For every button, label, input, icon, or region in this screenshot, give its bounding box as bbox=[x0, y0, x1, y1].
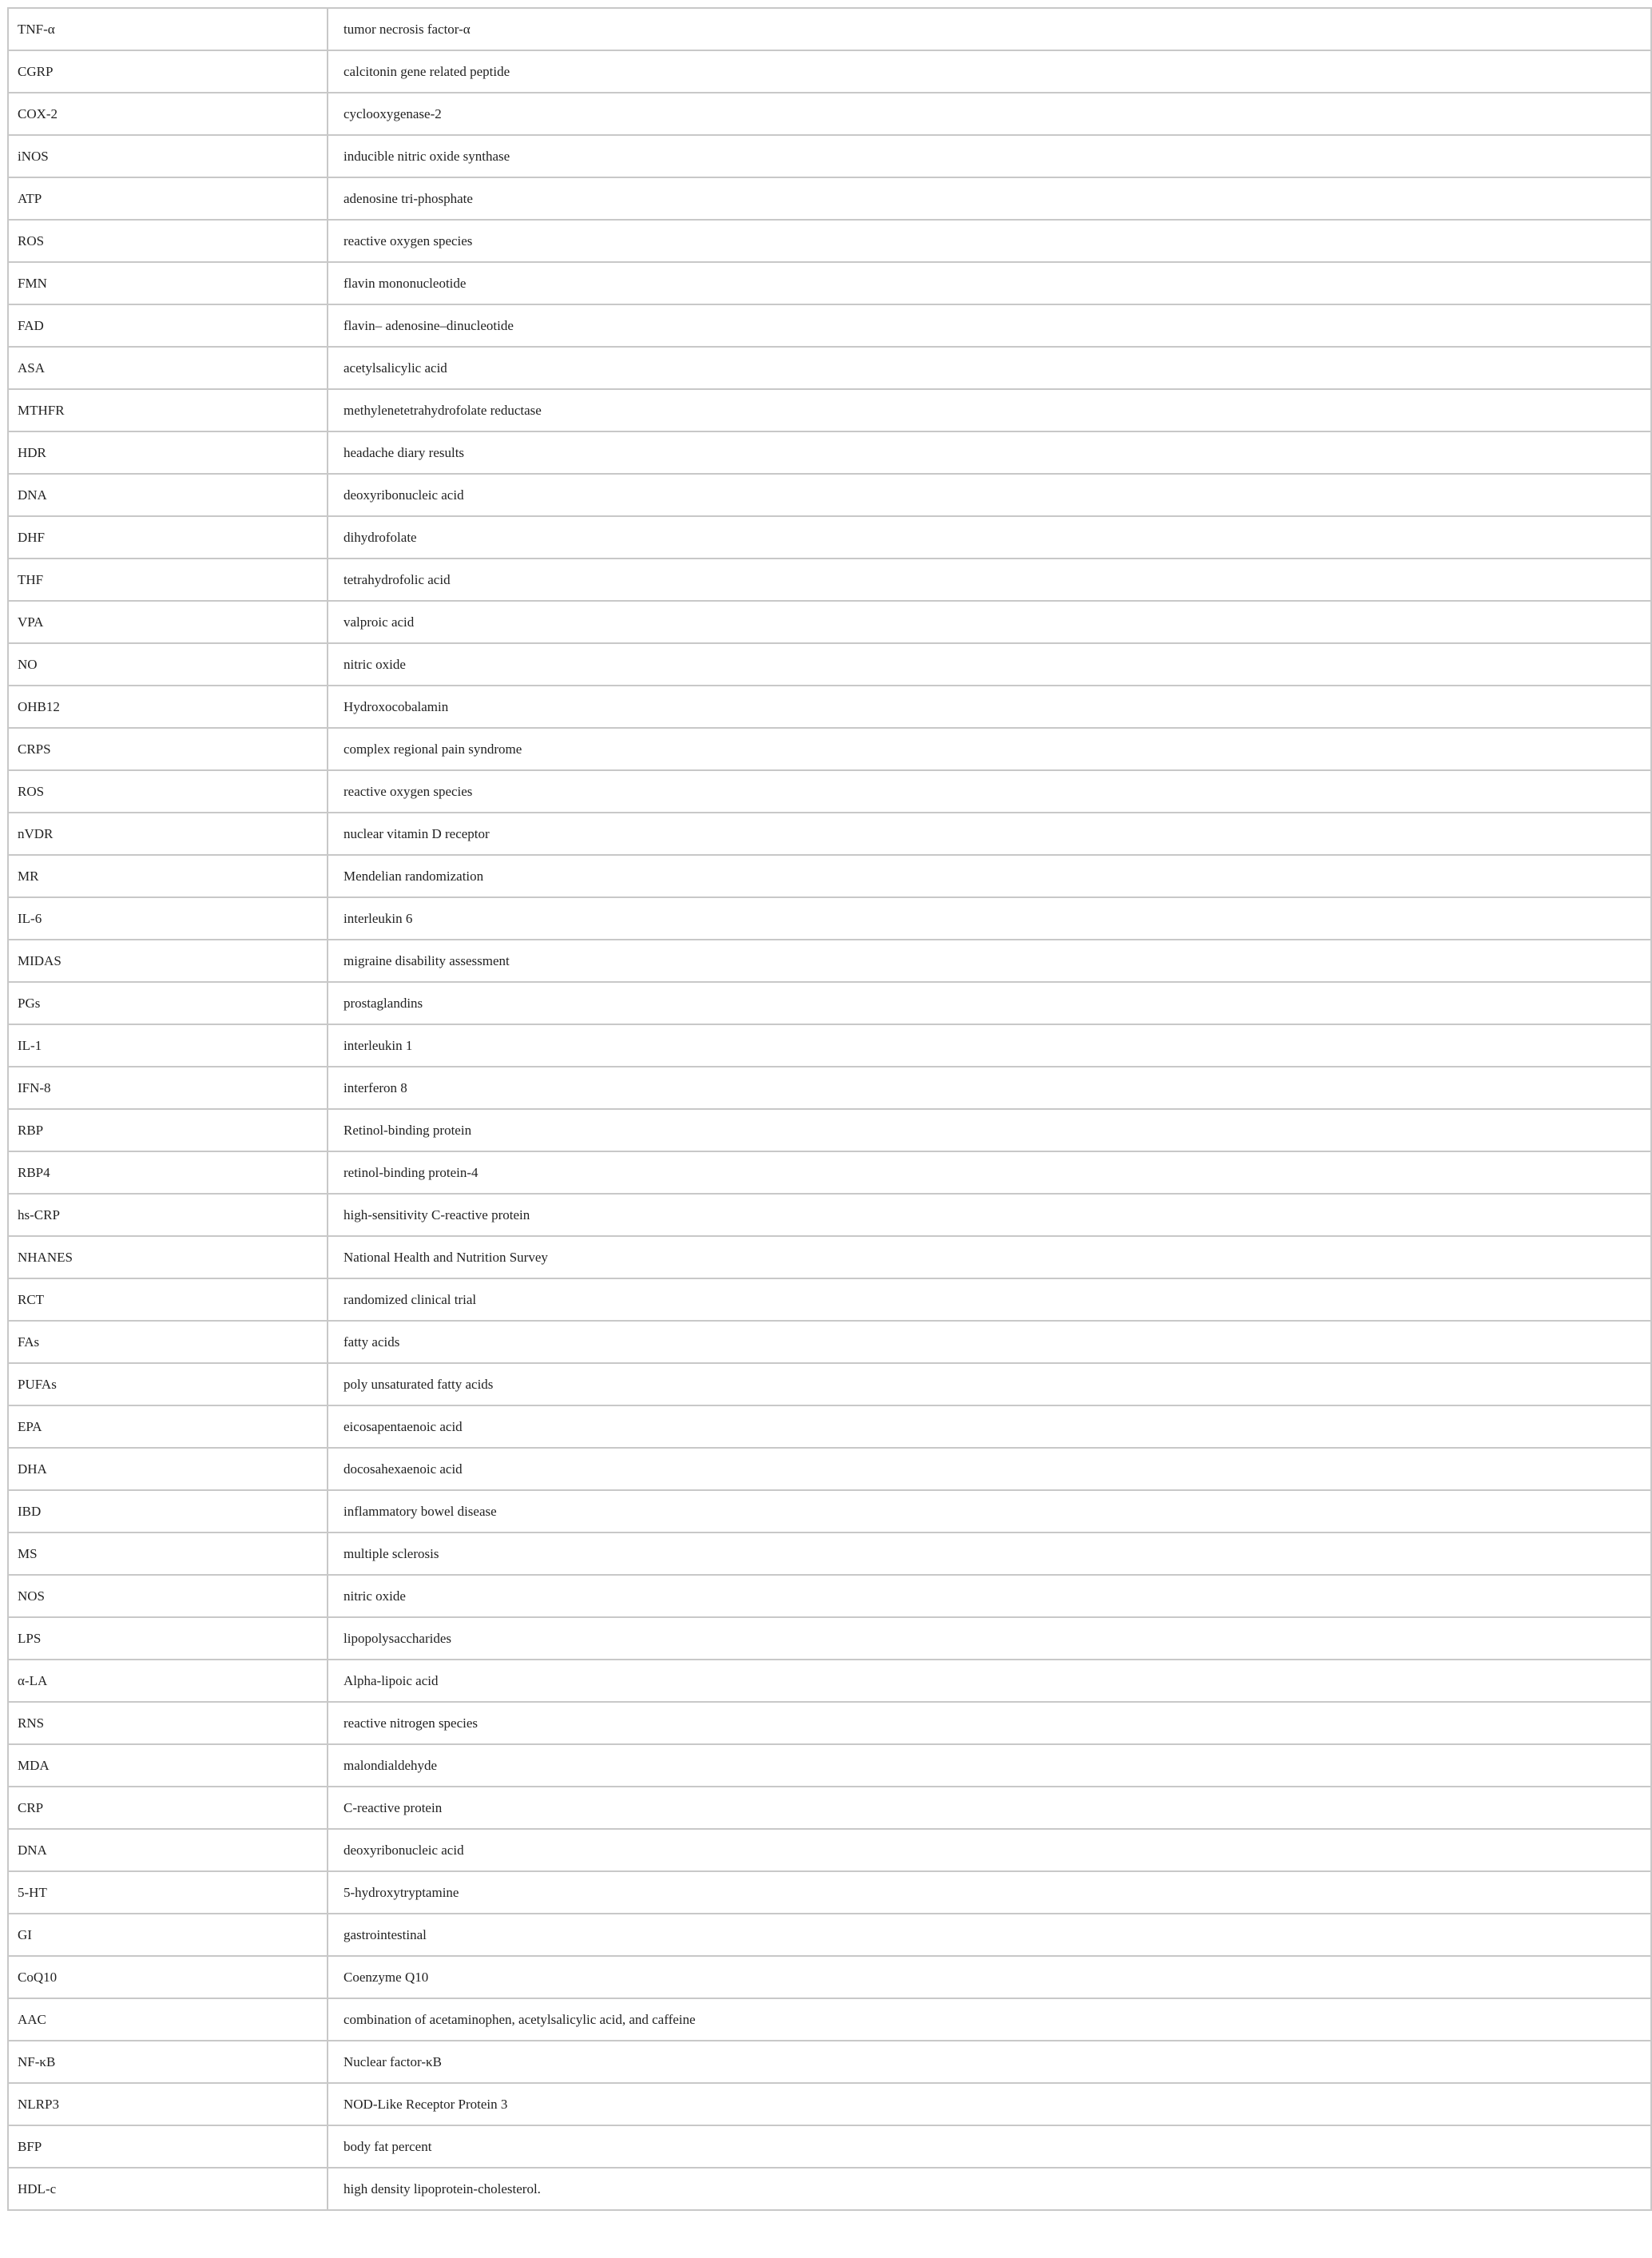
table-row bbox=[8, 601, 1651, 643]
abbreviation-cell: LPS bbox=[8, 1617, 328, 1660]
table-row bbox=[8, 1278, 1651, 1321]
abbreviation-cell: IBD bbox=[8, 1490, 328, 1532]
definition-cell: migraine disability assessment bbox=[328, 940, 1651, 982]
table-row bbox=[8, 93, 1651, 135]
definition-cell: methylenetetrahydrofolate reductase bbox=[328, 389, 1651, 431]
definition-cell: National Health and Nutrition Survey bbox=[328, 1236, 1651, 1278]
table-row bbox=[8, 1448, 1651, 1490]
table-row bbox=[8, 2041, 1651, 2083]
definition-cell: interleukin 6 bbox=[328, 897, 1651, 940]
abbreviation-cell: MR bbox=[8, 855, 328, 897]
abbreviation-cell: DHA bbox=[8, 1448, 328, 1490]
definition-cell: valproic acid bbox=[328, 601, 1651, 643]
abbreviation-cell: NF-κB bbox=[8, 2041, 328, 2083]
table-row bbox=[8, 1236, 1651, 1278]
table-row bbox=[8, 1151, 1651, 1194]
abbreviations-table bbox=[7, 7, 1652, 2211]
definition-cell: gastrointestinal bbox=[328, 1914, 1651, 1956]
table-row bbox=[8, 559, 1651, 601]
abbreviation-cell: α-LA bbox=[8, 1660, 328, 1702]
abbreviation-cell: DHF bbox=[8, 516, 328, 559]
table-row bbox=[8, 1405, 1651, 1448]
table-row bbox=[8, 177, 1651, 220]
definition-cell: nitric oxide bbox=[328, 1575, 1651, 1617]
table-row bbox=[8, 1829, 1651, 1871]
definition-cell: C-reactive protein bbox=[328, 1787, 1651, 1829]
table-row bbox=[8, 1067, 1651, 1109]
abbreviations-table-body bbox=[8, 8, 1651, 2210]
definition-cell: complex regional pain syndrome bbox=[328, 728, 1651, 770]
table-row bbox=[8, 516, 1651, 559]
definition-cell: reactive oxygen species bbox=[328, 770, 1651, 813]
table-row bbox=[8, 897, 1651, 940]
table-row bbox=[8, 940, 1651, 982]
abbreviation-cell: VPA bbox=[8, 601, 328, 643]
abbreviation-cell: RBP bbox=[8, 1109, 328, 1151]
table-row bbox=[8, 8, 1651, 50]
definition-cell: Nuclear factor-κB bbox=[328, 2041, 1651, 2083]
abbreviation-cell: TNF-α bbox=[8, 8, 328, 50]
definition-cell: Mendelian randomization bbox=[328, 855, 1651, 897]
definition-cell: NOD-Like Receptor Protein 3 bbox=[328, 2083, 1651, 2125]
table-row bbox=[8, 1532, 1651, 1575]
table-row bbox=[8, 431, 1651, 474]
definition-cell: Hydroxocobalamin bbox=[328, 686, 1651, 728]
definition-cell: acetylsalicylic acid bbox=[328, 347, 1651, 389]
table-row bbox=[8, 855, 1651, 897]
table-row bbox=[8, 1194, 1651, 1236]
table-row bbox=[8, 389, 1651, 431]
abbreviation-cell: ASA bbox=[8, 347, 328, 389]
definition-cell: calcitonin gene related peptide bbox=[328, 50, 1651, 93]
abbreviation-cell: OHB12 bbox=[8, 686, 328, 728]
table-row bbox=[8, 1024, 1651, 1067]
definition-cell: Alpha-lipoic acid bbox=[328, 1660, 1651, 1702]
definition-cell: Retinol-binding protein bbox=[328, 1109, 1651, 1151]
table-row bbox=[8, 1490, 1651, 1532]
definition-cell: nitric oxide bbox=[328, 643, 1651, 686]
table-row bbox=[8, 1660, 1651, 1702]
definition-cell: reactive nitrogen species bbox=[328, 1702, 1651, 1744]
definition-cell: cyclooxygenase-2 bbox=[328, 93, 1651, 135]
definition-cell: high density lipoprotein-cholesterol. bbox=[328, 2168, 1651, 2210]
abbreviation-cell: 5-HT bbox=[8, 1871, 328, 1914]
definition-cell: high-sensitivity C-reactive protein bbox=[328, 1194, 1651, 1236]
abbreviation-cell: hs-CRP bbox=[8, 1194, 328, 1236]
table-row bbox=[8, 2168, 1651, 2210]
table-row bbox=[8, 1109, 1651, 1151]
abbreviation-cell: RBP4 bbox=[8, 1151, 328, 1194]
abbreviation-cell: NOS bbox=[8, 1575, 328, 1617]
abbreviation-cell: DNA bbox=[8, 474, 328, 516]
definition-cell: lipopolysaccharides bbox=[328, 1617, 1651, 1660]
abbreviation-cell: FAD bbox=[8, 304, 328, 347]
table-row bbox=[8, 1998, 1651, 2041]
table-row bbox=[8, 1744, 1651, 1787]
definition-cell: dihydrofolate bbox=[328, 516, 1651, 559]
definition-cell: body fat percent bbox=[328, 2125, 1651, 2168]
definition-cell: deoxyribonucleic acid bbox=[328, 1829, 1651, 1871]
table-row bbox=[8, 1702, 1651, 1744]
definition-cell: randomized clinical trial bbox=[328, 1278, 1651, 1321]
abbreviation-cell: IL-6 bbox=[8, 897, 328, 940]
table-row bbox=[8, 982, 1651, 1024]
definition-cell: 5-hydroxytryptamine bbox=[328, 1871, 1651, 1914]
abbreviation-cell: ROS bbox=[8, 220, 328, 262]
abbreviation-cell: DNA bbox=[8, 1829, 328, 1871]
table-row bbox=[8, 220, 1651, 262]
table-row bbox=[8, 1956, 1651, 1998]
table-row bbox=[8, 1787, 1651, 1829]
definition-cell: prostaglandins bbox=[328, 982, 1651, 1024]
abbreviation-cell: IFN-8 bbox=[8, 1067, 328, 1109]
definition-cell: flavin– adenosine–dinucleotide bbox=[328, 304, 1651, 347]
table-row bbox=[8, 1617, 1651, 1660]
definition-cell: interleukin 1 bbox=[328, 1024, 1651, 1067]
table-row bbox=[8, 1914, 1651, 1956]
table-row bbox=[8, 262, 1651, 304]
abbreviation-cell: RNS bbox=[8, 1702, 328, 1744]
definition-cell: reactive oxygen species bbox=[328, 220, 1651, 262]
abbreviation-cell: MTHFR bbox=[8, 389, 328, 431]
abbreviation-cell: COX-2 bbox=[8, 93, 328, 135]
abbreviation-cell: iNOS bbox=[8, 135, 328, 177]
abbreviation-cell: CGRP bbox=[8, 50, 328, 93]
definition-cell: deoxyribonucleic acid bbox=[328, 474, 1651, 516]
definition-cell: poly unsaturated fatty acids bbox=[328, 1363, 1651, 1405]
table-row bbox=[8, 2125, 1651, 2168]
abbreviation-cell: FMN bbox=[8, 262, 328, 304]
abbreviation-cell: MIDAS bbox=[8, 940, 328, 982]
table-row bbox=[8, 347, 1651, 389]
definition-cell: retinol-binding protein-4 bbox=[328, 1151, 1651, 1194]
abbreviation-cell: CoQ10 bbox=[8, 1956, 328, 1998]
abbreviation-cell: ROS bbox=[8, 770, 328, 813]
abbreviation-cell: nVDR bbox=[8, 813, 328, 855]
table-row bbox=[8, 643, 1651, 686]
table-row bbox=[8, 135, 1651, 177]
abbreviation-cell: CRPS bbox=[8, 728, 328, 770]
abbreviation-cell: HDR bbox=[8, 431, 328, 474]
abbreviation-cell: EPA bbox=[8, 1405, 328, 1448]
abbreviation-cell: GI bbox=[8, 1914, 328, 1956]
definition-cell: multiple sclerosis bbox=[328, 1532, 1651, 1575]
abbreviation-cell: AAC bbox=[8, 1998, 328, 2041]
abbreviation-cell: CRP bbox=[8, 1787, 328, 1829]
definition-cell: fatty acids bbox=[328, 1321, 1651, 1363]
definition-cell: headache diary results bbox=[328, 431, 1651, 474]
abbreviation-cell: PUFAs bbox=[8, 1363, 328, 1405]
table-row bbox=[8, 1575, 1651, 1617]
table-row bbox=[8, 1871, 1651, 1914]
abbreviation-cell: MS bbox=[8, 1532, 328, 1575]
abbreviation-cell: FAs bbox=[8, 1321, 328, 1363]
definition-cell: Coenzyme Q10 bbox=[328, 1956, 1651, 1998]
table-row bbox=[8, 770, 1651, 813]
abbreviation-cell: THF bbox=[8, 559, 328, 601]
definition-cell: eicosapentaenoic acid bbox=[328, 1405, 1651, 1448]
abbreviation-cell: PGs bbox=[8, 982, 328, 1024]
definition-cell: adenosine tri-phosphate bbox=[328, 177, 1651, 220]
definition-cell: nuclear vitamin D receptor bbox=[328, 813, 1651, 855]
abbreviation-cell: MDA bbox=[8, 1744, 328, 1787]
definition-cell: flavin mononucleotide bbox=[328, 262, 1651, 304]
abbreviation-cell: BFP bbox=[8, 2125, 328, 2168]
abbreviation-cell: HDL-c bbox=[8, 2168, 328, 2210]
definition-cell: interferon 8 bbox=[328, 1067, 1651, 1109]
definition-cell: combination of acetaminophen, acetylsalicylic acid, and caffeine bbox=[328, 1998, 1651, 2041]
table-row bbox=[8, 1363, 1651, 1405]
abbreviation-cell: ATP bbox=[8, 177, 328, 220]
abbreviation-cell: NHANES bbox=[8, 1236, 328, 1278]
table-row bbox=[8, 50, 1651, 93]
abbreviation-cell: IL-1 bbox=[8, 1024, 328, 1067]
definition-cell: tumor necrosis factor-α bbox=[328, 8, 1651, 50]
definition-cell: inducible nitric oxide synthase bbox=[328, 135, 1651, 177]
abbreviation-cell: NO bbox=[8, 643, 328, 686]
definition-cell: docosahexaenoic acid bbox=[328, 1448, 1651, 1490]
abbreviation-cell: NLRP3 bbox=[8, 2083, 328, 2125]
definition-cell: tetrahydrofolic acid bbox=[328, 559, 1651, 601]
table-row bbox=[8, 474, 1651, 516]
definition-cell: inflammatory bowel disease bbox=[328, 1490, 1651, 1532]
table-row bbox=[8, 1321, 1651, 1363]
table-row bbox=[8, 686, 1651, 728]
table-row bbox=[8, 728, 1651, 770]
table-row bbox=[8, 2083, 1651, 2125]
abbreviation-cell: RCT bbox=[8, 1278, 328, 1321]
table-row bbox=[8, 813, 1651, 855]
definition-cell: malondialdehyde bbox=[328, 1744, 1651, 1787]
table-row bbox=[8, 304, 1651, 347]
